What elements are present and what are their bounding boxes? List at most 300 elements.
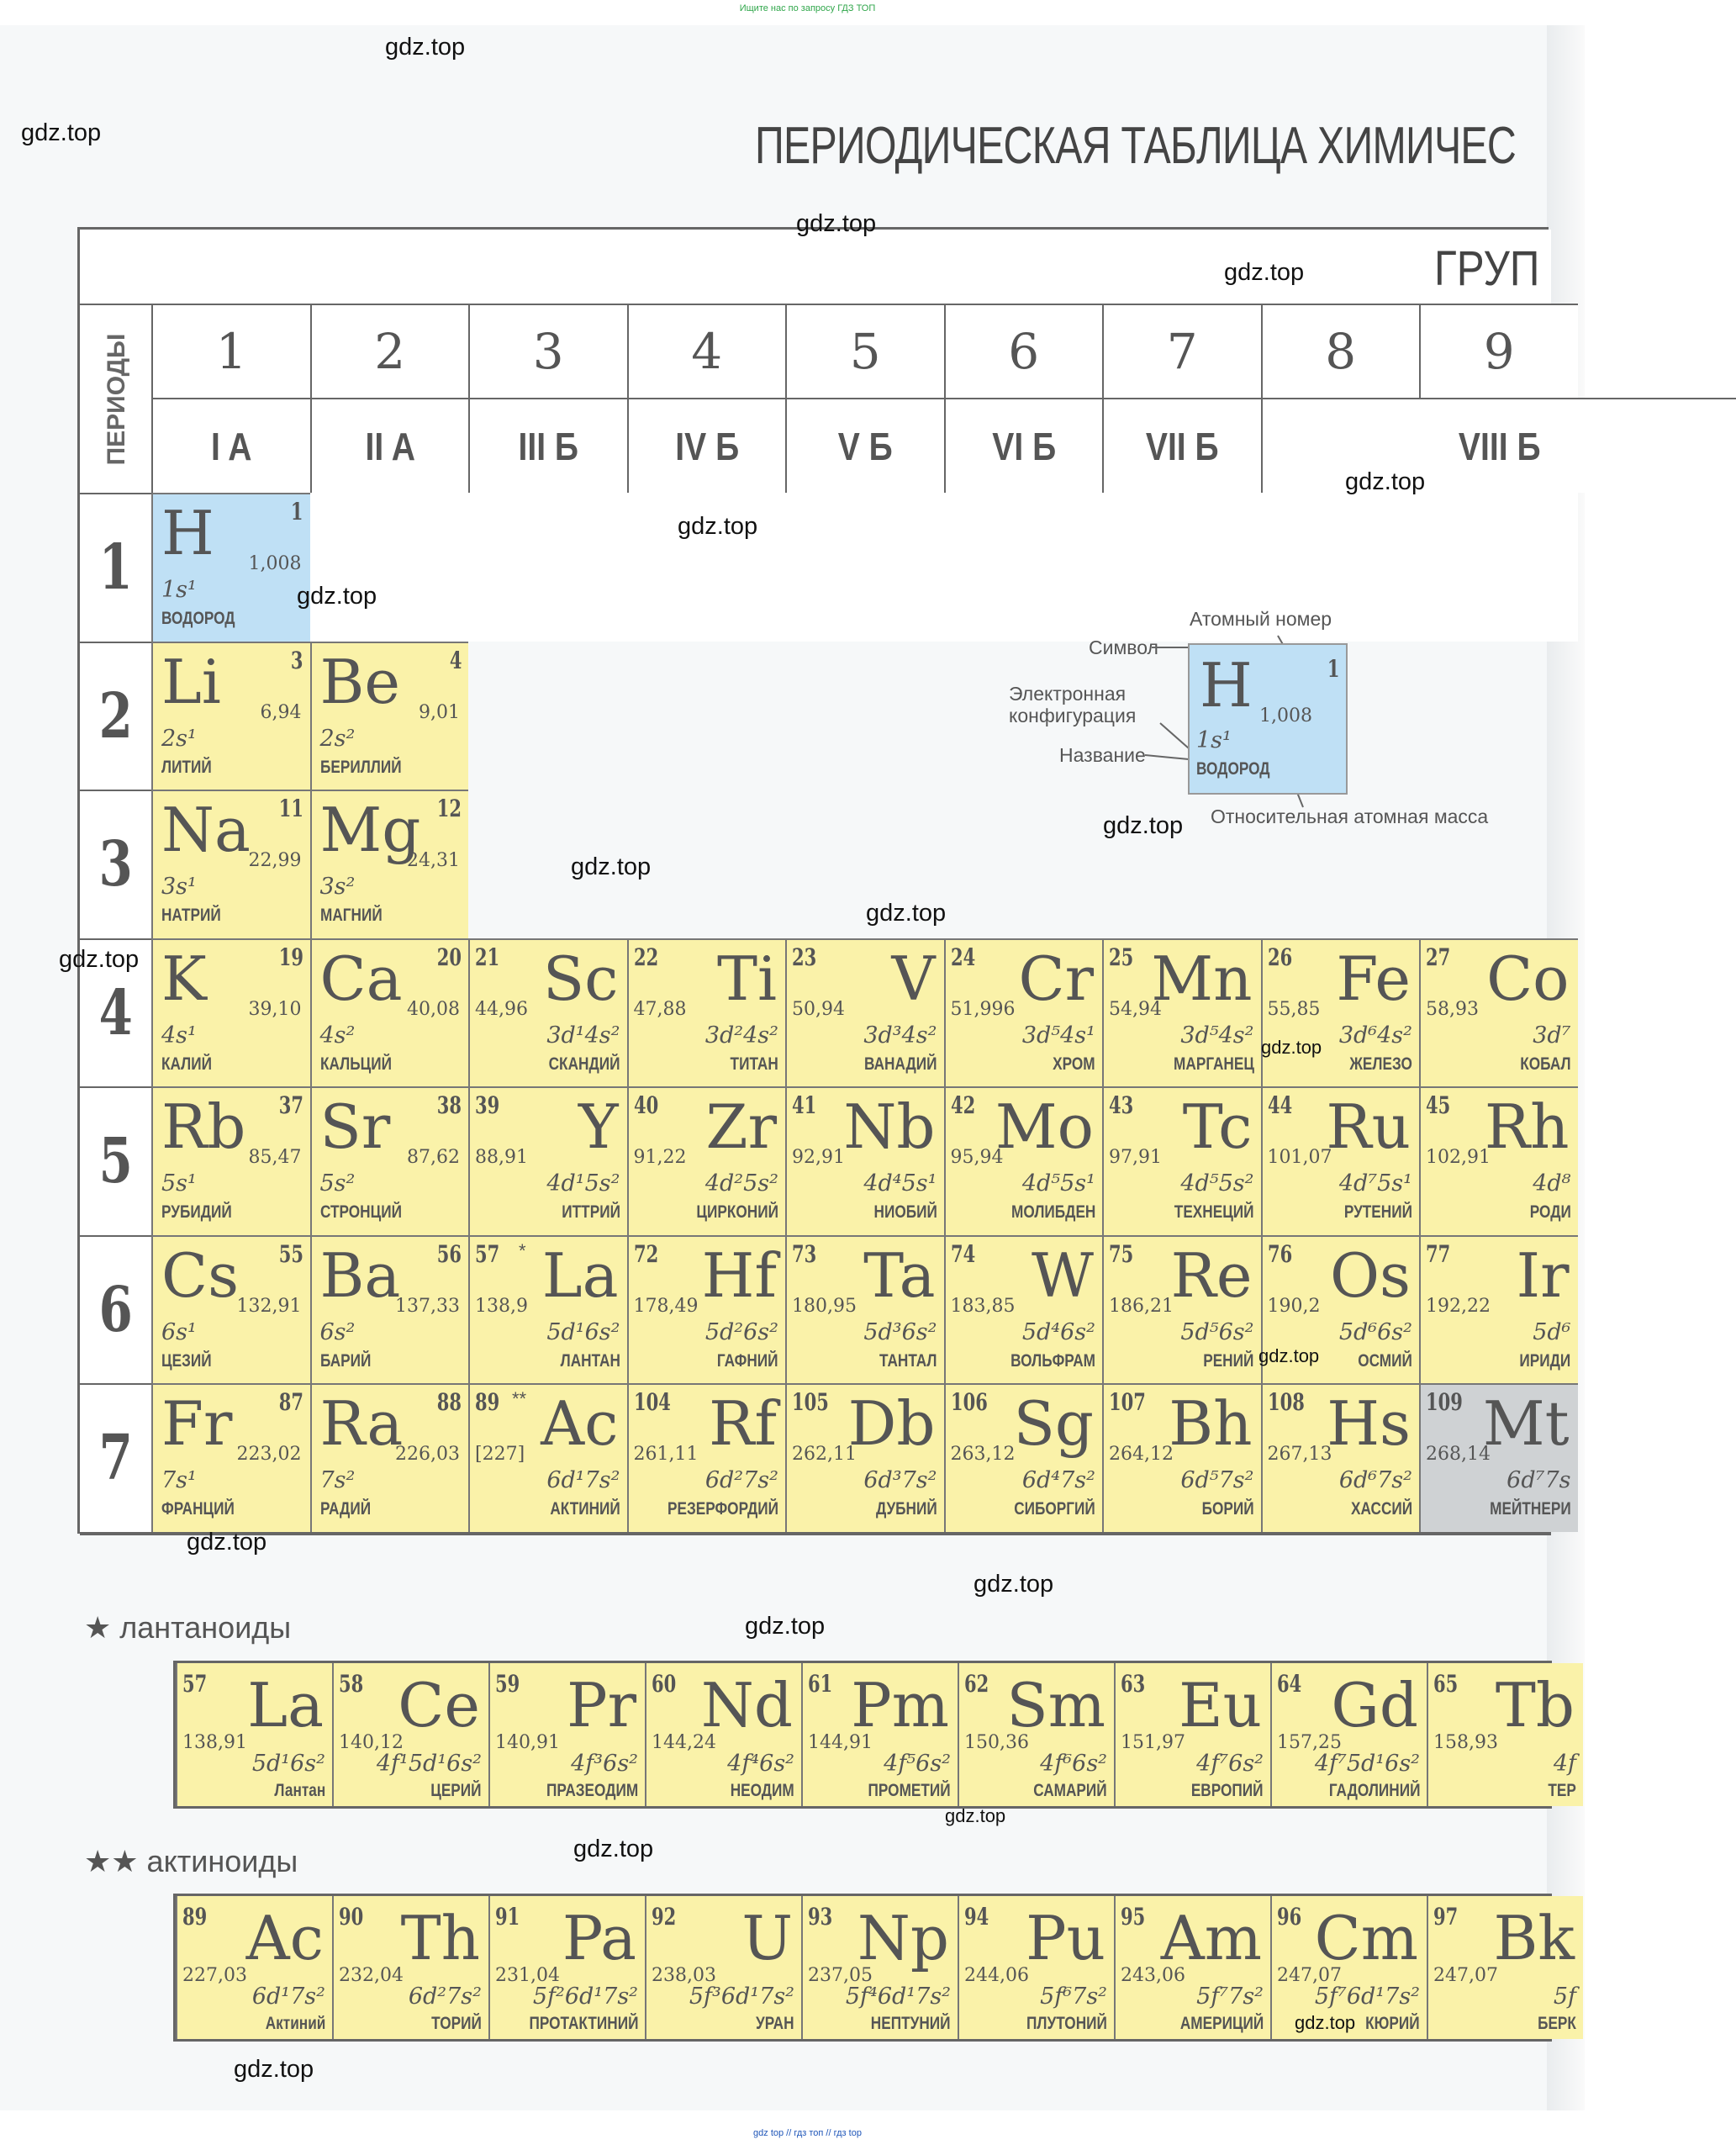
element-symbol: Hf	[701, 1239, 777, 1311]
period-number: 3	[98, 828, 133, 901]
atomic-mass: 232,04	[339, 1965, 404, 1986]
groups-title: ГРУП	[1434, 241, 1540, 296]
element-name: ГАДОЛИНИЙ	[1328, 1781, 1420, 1800]
atomic-number: 39	[475, 1091, 500, 1119]
atomic-mass: 158,93	[1433, 1732, 1498, 1753]
element-symbol: Pa	[562, 1903, 636, 1973]
atomic-mass: 144,24	[652, 1732, 716, 1753]
watermark: gdz.top	[974, 1571, 1054, 1598]
period-number-cell	[80, 1235, 151, 1384]
atomic-mass: [227]	[475, 1444, 525, 1465]
atomic-number: 93	[808, 1903, 833, 1931]
element-name: РЕЗЕРФОРДИЙ	[667, 1499, 778, 1519]
legend-symbol: Символ	[1089, 637, 1158, 658]
atomic-number: 92	[652, 1903, 677, 1931]
element-name: НАТРИЙ	[161, 906, 221, 925]
element-name: НЕОДИМ	[730, 1781, 794, 1800]
element-cell	[1419, 938, 1578, 1087]
atomic-number: 4	[449, 646, 462, 674]
atomic-mass: 91,22	[633, 1147, 687, 1168]
element-name: СТРОНЦИЙ	[319, 1202, 402, 1222]
element-cell	[627, 1383, 786, 1532]
group-roman: IV Б	[674, 424, 739, 468]
atomic-mass: 178,49	[633, 1295, 699, 1317]
blank-area	[310, 493, 1578, 642]
atomic-number: 107	[1109, 1388, 1146, 1416]
group-number-cell	[310, 304, 469, 398]
element-symbol: Ce	[398, 1670, 480, 1741]
element-name: ФРАНЦИЙ	[161, 1499, 235, 1519]
electron-config: 6d¹7s²	[546, 1467, 620, 1493]
atomic-number: 106	[950, 1388, 988, 1416]
element-symbol: Mg	[319, 795, 421, 865]
legend-example-cell	[1188, 643, 1348, 795]
element-cell	[151, 1086, 310, 1235]
watermark: gdz.top	[866, 900, 947, 927]
element-name: ПРОМЕТИЙ	[868, 1781, 951, 1800]
electron-config: 4f⁵6s²	[884, 1751, 951, 1777]
group-roman: VIII Б	[1458, 424, 1541, 468]
element-name: ИТТРИЙ	[561, 1202, 620, 1222]
element-cell	[468, 938, 627, 1087]
atomic-number: 40	[633, 1091, 658, 1119]
atomic-mass: 261,11	[633, 1444, 699, 1465]
atomic-mass: 190,2	[1267, 1295, 1321, 1317]
element-symbol: Ba	[319, 1239, 401, 1311]
element-name: ВАНАДИЙ	[863, 1054, 937, 1074]
element-name: БАРИЙ	[319, 1350, 371, 1371]
element-symbol: Ti	[716, 943, 777, 1014]
element-symbol: Bk	[1493, 1903, 1575, 1973]
element-cell	[627, 1086, 786, 1235]
watermark: gdz.top	[297, 583, 377, 610]
watermark: gdz.top	[385, 34, 466, 61]
electron-config: 5d⁴6s²	[1021, 1318, 1095, 1345]
element-name: МЕЙТНЕРИ	[1489, 1499, 1571, 1519]
group-number-cell	[1261, 304, 1420, 398]
atomic-mass: 247,07	[1277, 1965, 1342, 1986]
element-cell	[310, 1383, 469, 1532]
atomic-mass: 237,05	[808, 1965, 873, 1986]
element-symbol: Ru	[1326, 1091, 1411, 1162]
element-cell	[785, 1235, 944, 1384]
element-cell	[468, 1235, 627, 1384]
element-name: ЖЕЛЕЗО	[1349, 1054, 1412, 1074]
atomic-mass: 85,47	[248, 1147, 302, 1168]
element-symbol: Tb	[1495, 1670, 1575, 1741]
element-name: МАГНИЙ	[319, 906, 383, 925]
element-name: ПЛУТОНИЙ	[1026, 2014, 1107, 2033]
atomic-mass: 223,02	[236, 1444, 302, 1465]
watermark: gdz.top	[1103, 812, 1184, 839]
actinide-element-cell	[958, 1896, 1114, 2039]
watermark: gdz.top	[21, 119, 102, 146]
watermark: gdz.top	[678, 513, 758, 540]
atomic-mass: 157,25	[1277, 1732, 1342, 1753]
actinide-element-cell	[801, 1896, 958, 2039]
atomic-number: 94	[964, 1903, 989, 1931]
electron-config: 5d⁶6s²	[1338, 1318, 1412, 1345]
atomic-mass: 227,03	[182, 1965, 247, 1986]
element-name: ОСМИЙ	[1358, 1350, 1412, 1371]
element-symbol: Re	[1170, 1239, 1253, 1311]
atomic-number: 109	[1426, 1388, 1463, 1416]
element-cell	[151, 1383, 310, 1532]
atomic-number: 105	[792, 1388, 829, 1416]
atomic-number: 58	[339, 1670, 364, 1698]
atomic-mass: 267,13	[1267, 1444, 1332, 1465]
lanthanide-element-cell	[332, 1663, 488, 1806]
element-name: БЕРИЛЛИЙ	[319, 757, 402, 777]
element-name: ХРОМ	[1053, 1054, 1095, 1074]
lanthanide-element-cell	[1427, 1663, 1583, 1806]
group-number: 3	[532, 323, 564, 380]
element-name: ТОРИЙ	[431, 2014, 482, 2033]
atomic-number: 73	[792, 1239, 817, 1268]
element-symbol: Zr	[705, 1091, 777, 1162]
element-symbol: Y	[578, 1091, 619, 1162]
element-name: ВОДОРОД	[161, 609, 235, 628]
legend-config-1: Электронная	[1009, 683, 1127, 705]
atomic-number: 63	[1121, 1670, 1146, 1698]
element-name: Актиний	[265, 2014, 325, 2033]
group-roman-cell	[1261, 398, 1736, 493]
element-cell	[1102, 938, 1261, 1087]
period-number: 4	[98, 976, 133, 1049]
element-symbol: Os	[1330, 1239, 1411, 1311]
electron-config: 3d⁵4s²	[1180, 1022, 1254, 1049]
group-roman: VII Б	[1145, 424, 1219, 468]
element-symbol: Eu	[1179, 1670, 1262, 1741]
atomic-number: 44	[1267, 1091, 1292, 1119]
watermark: gdz.top	[1345, 468, 1426, 495]
atomic-number: 19	[278, 943, 303, 971]
element-name: СКАНДИЙ	[548, 1054, 620, 1074]
actinides-label: ★★ актиноиды	[84, 1844, 298, 1878]
electron-config: 5d¹6s²	[251, 1751, 325, 1777]
atomic-number: 22	[633, 943, 658, 971]
electron-config: 5f³6d¹7s²	[689, 1984, 794, 2010]
group-number-cell	[151, 304, 310, 398]
atomic-number: 24	[950, 943, 975, 971]
element-name: ИРИДИ	[1519, 1350, 1571, 1371]
electron-config: 6s¹	[161, 1318, 197, 1345]
electron-config: 4d⁴5s¹	[863, 1170, 937, 1196]
legend-name: Название	[1059, 744, 1146, 766]
element-cell	[1261, 1383, 1420, 1532]
element-cell	[151, 938, 310, 1087]
element-symbol: Ca	[319, 943, 403, 1014]
element-cell	[151, 642, 310, 790]
atomic-mass: 95,94	[950, 1147, 1004, 1168]
electron-config: 5d⁶	[1533, 1318, 1571, 1345]
group-roman: I A	[210, 424, 252, 468]
element-name: ЛИТИЙ	[161, 757, 212, 777]
lanthanides-row	[173, 1661, 1576, 1809]
atomic-mass: 180,95	[792, 1295, 857, 1317]
element-name: РОДИ	[1529, 1202, 1571, 1222]
legend-cell-mass: 1,008	[1259, 705, 1312, 726]
lanthanide-element-cell	[958, 1663, 1114, 1806]
element-cell	[151, 493, 310, 642]
electron-config: 6d³7s²	[863, 1467, 937, 1493]
element-symbol: Be	[319, 646, 401, 717]
element-symbol: Sg	[1013, 1388, 1094, 1459]
atomic-mass: 140,91	[495, 1732, 560, 1753]
element-cell	[310, 790, 469, 938]
element-name: ДУБНИЙ	[875, 1499, 937, 1519]
period-number-cell	[80, 1086, 151, 1235]
watermark: gdz.top	[571, 853, 652, 880]
atomic-number: 64	[1277, 1670, 1302, 1698]
element-cell	[1419, 1235, 1578, 1384]
group-number: 2	[374, 323, 406, 380]
element-symbol: Pu	[1026, 1903, 1105, 1973]
atomic-mass: 58,93	[1426, 998, 1479, 1020]
element-symbol: W	[1031, 1239, 1094, 1311]
atomic-mass: 243,06	[1121, 1965, 1185, 1986]
element-symbol: Pr	[567, 1670, 636, 1741]
element-name: БОРИЙ	[1201, 1499, 1254, 1519]
element-cell	[1419, 1086, 1578, 1235]
lanthanide-element-cell	[1270, 1663, 1427, 1806]
atomic-number: 59	[495, 1670, 520, 1698]
element-symbol: Ir	[1516, 1239, 1570, 1311]
electron-config: 5f⁴6d¹7s²	[845, 1984, 951, 2010]
element-symbol: Ac	[245, 1903, 324, 1973]
element-symbol: Am	[1160, 1903, 1262, 1973]
group-roman-cell	[944, 398, 1103, 493]
group-roman: VI Б	[991, 424, 1056, 468]
atomic-number: 108	[1267, 1388, 1305, 1416]
atomic-number: 26	[1267, 943, 1292, 971]
atomic-number: 11	[278, 795, 303, 822]
electron-config: 5f	[1553, 1984, 1576, 2010]
electron-config: 7s²	[319, 1467, 356, 1493]
element-symbol: H	[161, 498, 214, 568]
electron-config: 6d²7s²	[408, 1984, 482, 2010]
electron-config: 3d⁵4s¹	[1021, 1022, 1095, 1049]
element-name: ТАНТАЛ	[879, 1350, 937, 1371]
electron-config: 5f⁷6d¹7s²	[1314, 1984, 1420, 2010]
element-symbol: Cr	[1018, 943, 1094, 1014]
element-cell	[944, 1086, 1103, 1235]
atomic-mass: 87,62	[407, 1147, 460, 1168]
reference-star: *	[519, 1239, 526, 1261]
element-name: САМАРИЙ	[1033, 1781, 1107, 1800]
electron-config: 4f	[1553, 1751, 1576, 1777]
electron-config: 5d⁵6s²	[1180, 1318, 1254, 1345]
actinide-element-cell	[1427, 1896, 1583, 2039]
electron-config: 1s¹	[161, 577, 197, 603]
electron-config: 3d¹4s²	[546, 1022, 620, 1049]
element-symbol: Sc	[542, 943, 619, 1014]
group-roman-cell	[310, 398, 469, 493]
element-symbol: Cm	[1314, 1903, 1418, 1973]
atomic-number: 65	[1433, 1670, 1459, 1698]
reference-star: **	[512, 1388, 527, 1409]
atomic-mass: 97,91	[1109, 1147, 1162, 1168]
atomic-number: 3	[290, 646, 303, 674]
actinide-element-cell	[176, 1896, 332, 2039]
electron-config: 6d⁷7s	[1506, 1467, 1571, 1493]
element-symbol: Cs	[161, 1239, 240, 1311]
atomic-number: 20	[436, 943, 462, 971]
element-name: РЕНИЙ	[1203, 1350, 1254, 1371]
legend-cell-symbol: H	[1200, 650, 1253, 721]
period-number: 1	[98, 531, 133, 605]
lanthanide-element-cell	[1114, 1663, 1270, 1806]
electron-config: 4s¹	[161, 1022, 197, 1049]
period-number: 6	[98, 1273, 133, 1346]
element-symbol: V	[891, 943, 936, 1014]
element-name: ЦИРКОНИЙ	[696, 1202, 778, 1222]
element-symbol: U	[741, 1903, 793, 1973]
element-symbol: Ta	[863, 1239, 936, 1311]
group-roman-cell	[785, 398, 944, 493]
atomic-mass: 55,85	[1267, 998, 1321, 1020]
legend-config-2: конфигурация	[1009, 705, 1137, 726]
table-bottom-border	[80, 1532, 1551, 1535]
element-cell	[1102, 1383, 1261, 1532]
group-roman: II A	[365, 424, 415, 468]
actinide-element-cell	[332, 1896, 488, 2039]
element-symbol: Gd	[1331, 1670, 1418, 1741]
atomic-number: 55	[278, 1239, 303, 1268]
period-number: 7	[98, 1422, 133, 1495]
atomic-mass: 264,12	[1109, 1444, 1174, 1465]
element-cell	[1102, 1086, 1261, 1235]
period-number-cell	[80, 1383, 151, 1532]
atomic-number: 96	[1277, 1903, 1302, 1931]
electron-config: 2s¹	[161, 725, 197, 752]
atomic-mass: 92,91	[792, 1147, 845, 1168]
element-symbol: Bh	[1169, 1388, 1253, 1459]
element-symbol: Na	[161, 795, 251, 865]
element-symbol: Sm	[1006, 1670, 1105, 1741]
electron-config: 4d⁷5s¹	[1338, 1170, 1412, 1196]
element-name: БЕРК	[1538, 2014, 1576, 2033]
atomic-mass: 40,08	[407, 998, 460, 1020]
electron-config: 4d⁸	[1533, 1170, 1571, 1196]
element-symbol: Mn	[1151, 943, 1253, 1014]
electron-config: 4f⁶6s²	[1040, 1751, 1107, 1777]
lanthanide-element-cell	[176, 1663, 332, 1806]
atomic-number: 45	[1426, 1091, 1451, 1119]
groups-header-strip	[80, 230, 1551, 304]
electron-config: 4f⁷6s²	[1196, 1751, 1264, 1777]
group-number-cell	[627, 304, 786, 398]
electron-config: 6s²	[319, 1318, 356, 1345]
watermark: gdz.top	[1258, 1345, 1320, 1366]
element-cell	[944, 938, 1103, 1087]
element-name: АКТИНИЙ	[550, 1499, 620, 1519]
element-symbol: La	[541, 1239, 619, 1311]
atomic-mass: 88,91	[475, 1147, 528, 1168]
atomic-mass: 132,91	[236, 1295, 302, 1317]
group-number: 5	[849, 323, 881, 380]
electron-config: 4d¹5s²	[546, 1170, 620, 1196]
atomic-number: 90	[339, 1903, 364, 1931]
period-number: 5	[98, 1125, 133, 1198]
electron-config: 4f⁴6s²	[727, 1751, 794, 1777]
electron-config: 4d⁵5s²	[1180, 1170, 1254, 1196]
watermark: gdz.top	[945, 1805, 1006, 1826]
element-name: Лантан	[274, 1781, 325, 1800]
element-symbol: Mo	[995, 1091, 1094, 1162]
atomic-mass: 9,01	[419, 701, 460, 723]
atomic-number: 87	[278, 1388, 303, 1416]
watermark: gdz.top	[187, 1529, 267, 1556]
group-number-cell	[1102, 304, 1261, 398]
element-cell	[1419, 1383, 1578, 1532]
element-name: МОЛИБДЕН	[1010, 1202, 1095, 1222]
electron-config: 4s²	[319, 1022, 356, 1049]
atomic-number: 23	[792, 943, 817, 971]
atomic-mass: 101,07	[1267, 1147, 1332, 1168]
atomic-number: 37	[278, 1091, 303, 1119]
watermark: gdz.top	[1295, 2012, 1356, 2033]
element-symbol: Th	[400, 1903, 480, 1973]
atomic-mass: 231,04	[495, 1965, 560, 1986]
element-name: ТИТАН	[730, 1054, 778, 1074]
group-number-cell	[468, 304, 627, 398]
electron-config: 3d⁶4s²	[1338, 1022, 1412, 1049]
element-cell	[310, 1235, 469, 1384]
group-number: 1	[215, 323, 247, 380]
atomic-mass: 138,9	[475, 1295, 528, 1317]
atomic-number: 12	[436, 795, 462, 822]
atomic-mass: 39,10	[248, 998, 302, 1020]
element-name: МАРГАНЕЦ	[1173, 1054, 1254, 1074]
element-cell	[785, 938, 944, 1087]
group-roman: V Б	[837, 424, 893, 468]
element-name: ВОЛЬФРАМ	[1010, 1350, 1095, 1371]
element-cell	[1102, 1235, 1261, 1384]
lanthanide-element-cell	[801, 1663, 958, 1806]
element-cell	[944, 1235, 1103, 1384]
electron-config: 6d⁶7s²	[1338, 1467, 1412, 1493]
element-name: ТЕР	[1548, 1781, 1576, 1800]
electron-config: 5f⁷7s²	[1196, 1984, 1264, 2010]
atomic-number: 91	[495, 1903, 520, 1931]
atomic-number: 41	[792, 1091, 817, 1119]
element-name: ЕВРОПИЙ	[1191, 1781, 1264, 1800]
electron-config: 4d⁵5s¹	[1021, 1170, 1095, 1196]
atomic-number: 97	[1433, 1903, 1459, 1931]
periods-label-cell	[80, 304, 151, 493]
atomic-mass: 238,03	[652, 1965, 716, 1986]
atomic-mass: 50,94	[792, 998, 845, 1020]
element-symbol: Nb	[843, 1091, 936, 1162]
element-name: ЦЕРИЙ	[430, 1781, 482, 1800]
group-number: 4	[691, 323, 723, 380]
group-roman-cell	[151, 398, 310, 493]
element-symbol: Db	[847, 1388, 936, 1459]
element-name: ХАССИЙ	[1350, 1499, 1412, 1519]
period-number: 2	[98, 679, 133, 753]
element-name: НЕПТУНИЙ	[871, 2014, 951, 2033]
element-cell	[310, 938, 469, 1087]
electron-config: 5s¹	[161, 1170, 197, 1196]
atomic-mass: 6,94	[260, 701, 302, 723]
element-name: ПРАЗЕОДИМ	[546, 1781, 638, 1800]
atomic-number: 1	[290, 498, 303, 526]
element-name: СИБОРГИЙ	[1014, 1499, 1095, 1519]
element-cell	[1261, 1086, 1420, 1235]
atomic-number: 88	[436, 1388, 462, 1416]
watermark: gdz.top	[59, 946, 140, 973]
